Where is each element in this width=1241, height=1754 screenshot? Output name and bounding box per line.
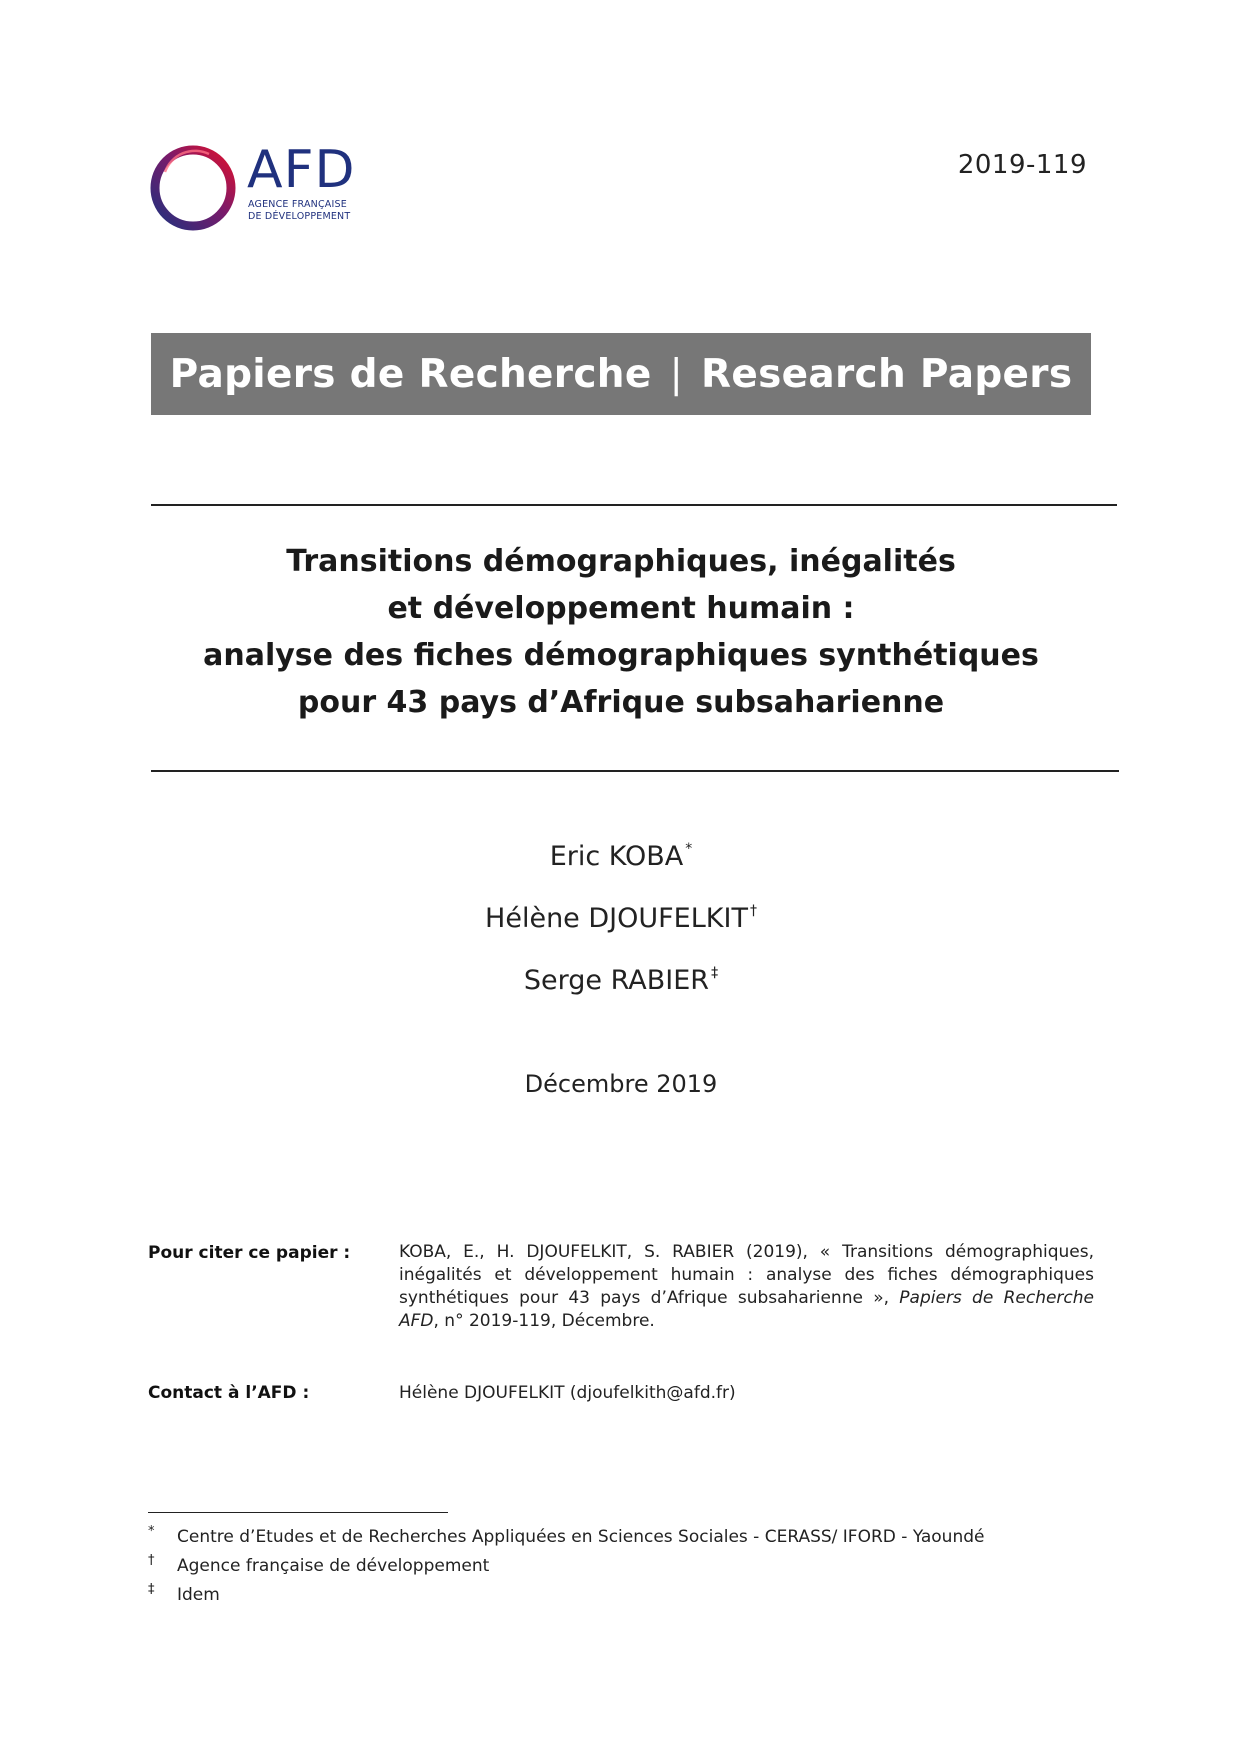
footnote (148, 1581, 1098, 1610)
citation-text-part1: KOBA, E., H. DJOUFELKIT, S. RABIER (2019), « Transitions démographiques, inégalités et développement humain : analyse des fiches démographiques synthétiques pour 43 pays d’Afrique subsaharienne », (399, 1242, 1094, 1308)
series-fr: Papiers de Recherche (169, 351, 652, 397)
footnote-text: Centre d’Etudes et de Recherches Appliquées en Sciences Sociales - CERASS/ IFORD - Yaoundé (177, 1527, 985, 1547)
title-line-3: analyse des fiches démographiques synthétiques (203, 638, 1039, 673)
title-rule-top (151, 504, 1117, 506)
afd-ring-icon (147, 142, 239, 234)
author (151, 946, 1091, 1008)
contact-label: Contact à l’AFD : (148, 1383, 310, 1403)
contact-text: Hélène DJOUFELKIT (djoufelkith@afd.fr) (399, 1383, 736, 1403)
logo-subtitle (248, 199, 350, 223)
author (151, 884, 1091, 946)
title-rule-bottom (151, 770, 1119, 772)
citation-text (399, 1241, 1094, 1333)
series-en: Research Papers (701, 351, 1073, 397)
paper-title (151, 538, 1091, 726)
footnote-mark: ‡ (148, 1582, 155, 1597)
author-name: Hélène DJOUFELKIT (485, 903, 748, 934)
title-line-4: pour 43 pays d’Afrique subsaharienne (297, 685, 945, 720)
footnote-text: Idem (177, 1585, 220, 1605)
logo-subtitle-line1: AGENCE FRANÇAISE (248, 199, 347, 210)
afd-logo (147, 142, 367, 232)
logo-name: AFD (247, 140, 356, 200)
footnote (148, 1552, 1098, 1581)
author-list (151, 822, 1091, 1008)
footnote-text: Agence française de développement (177, 1556, 490, 1576)
footnote-rule (148, 1512, 448, 1513)
title-line-2: et développement humain : (387, 591, 855, 626)
footnotes (148, 1523, 1098, 1610)
publication-date: Décembre 2019 (524, 1070, 718, 1098)
author-footnote-mark: ‡ (711, 965, 719, 981)
footnote-mark: * (148, 1524, 155, 1539)
author-footnote-mark: † (749, 903, 757, 919)
citation-text-italic: Papiers de Recherche AFD (399, 1288, 1094, 1331)
citation-text-part2: , n° 2019-119, Décembre. (433, 1311, 655, 1331)
series-banner (151, 333, 1091, 415)
author-name: Eric KOBA (549, 841, 684, 872)
author (151, 822, 1091, 884)
footnote (148, 1523, 1098, 1552)
author-footnote-mark: * (685, 841, 693, 857)
author-name: Serge RABIER (523, 965, 710, 996)
logo-subtitle-line2: DE DÉVELOPPEMENT (248, 211, 351, 222)
citation-label: Pour citer ce papier : (148, 1243, 351, 1263)
series-separator: | (669, 351, 684, 397)
title-line-1: Transitions démographiques, inégalités (286, 544, 956, 579)
footnote-mark: † (148, 1553, 155, 1568)
paper-number: 2019-119 (957, 150, 1087, 180)
